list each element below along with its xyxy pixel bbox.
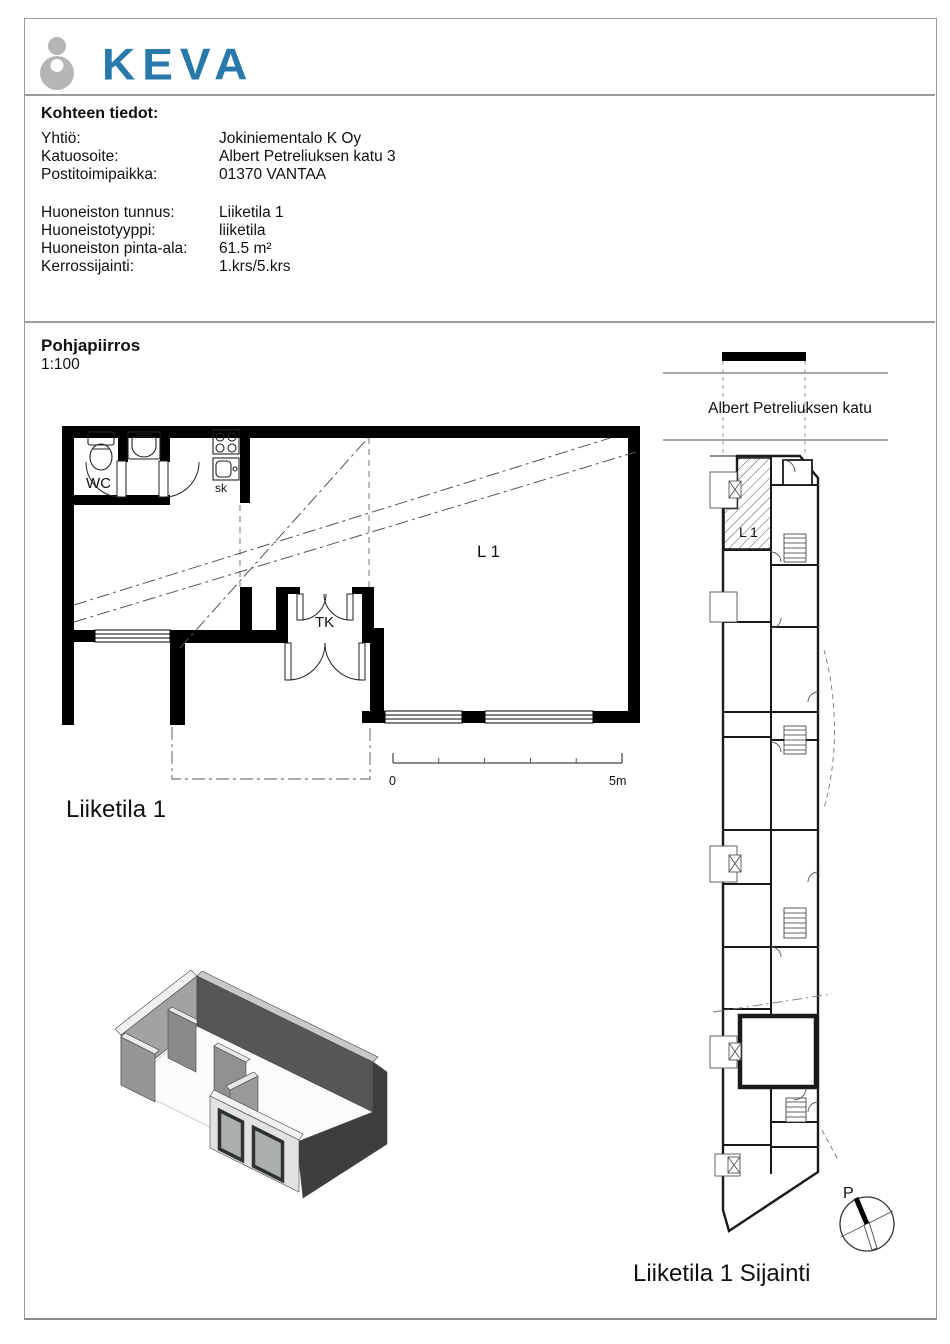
reference-lines [74, 438, 636, 779]
windows [95, 630, 593, 723]
location-title: Liiketila 1 Sijainti [633, 1260, 811, 1287]
person-icon [30, 35, 88, 93]
window [385, 711, 462, 723]
info-row-company: Yhtiö: Jokiniementalo K Oy [41, 130, 362, 147]
street-section-bar [722, 352, 806, 361]
map-l1-label: L 1 [739, 524, 758, 540]
sink-icon [213, 458, 239, 480]
info-row-floor: Kerrossijainti: 1.krs/5.krs [41, 258, 291, 275]
walls [62, 426, 640, 725]
info-row-street: Katuosoite: Albert Petreliuksen katu 3 [41, 148, 396, 165]
floorplan-heading: Pohjapiirros [41, 336, 141, 355]
door-hall [159, 461, 199, 497]
section-divider [25, 321, 935, 323]
info-row-area: Huoneiston pinta-ala: 61.5 m² [41, 240, 272, 257]
north-needle [856, 1198, 867, 1224]
tk-label: TK [315, 614, 335, 631]
balconies [710, 472, 741, 1176]
l1-label: L 1 [477, 542, 501, 561]
info-row-unit-type: Huoneistotyyppi: liiketila [41, 222, 266, 239]
floorplan-scale: 1:100 [41, 356, 80, 373]
street [663, 352, 888, 456]
location-map [655, 345, 945, 1260]
keva-logo [30, 36, 330, 92]
scale-5m-label: 5m [609, 774, 627, 788]
info-row-unit-id: Huoneiston tunnus: Liiketila 1 [41, 204, 284, 221]
window [95, 630, 170, 642]
floorplan-drawing [55, 418, 655, 800]
window [485, 711, 593, 723]
isometric-3d-view [100, 960, 420, 1210]
unit-title: Liiketila 1 [66, 796, 167, 823]
header-divider [25, 94, 935, 96]
door-tk-bottom [285, 643, 365, 680]
sk-label: sk [215, 481, 227, 495]
street-name-label: Albert Petreliuksen katu [708, 400, 872, 417]
brand-name: KEVA [102, 39, 255, 89]
compass-north-label: P [843, 1185, 854, 1202]
thick-walled-room [740, 1016, 816, 1087]
scale-bar [389, 753, 626, 788]
property-info-table [41, 130, 561, 276]
wc-label: WC [86, 475, 111, 492]
scale-zero-label: 0 [389, 774, 396, 788]
info-row-city: Postitoimipaikka: 01370 VANTAA [41, 166, 327, 183]
compass [840, 1185, 894, 1251]
property-info-heading: Kohteen tiedot: [41, 105, 159, 122]
